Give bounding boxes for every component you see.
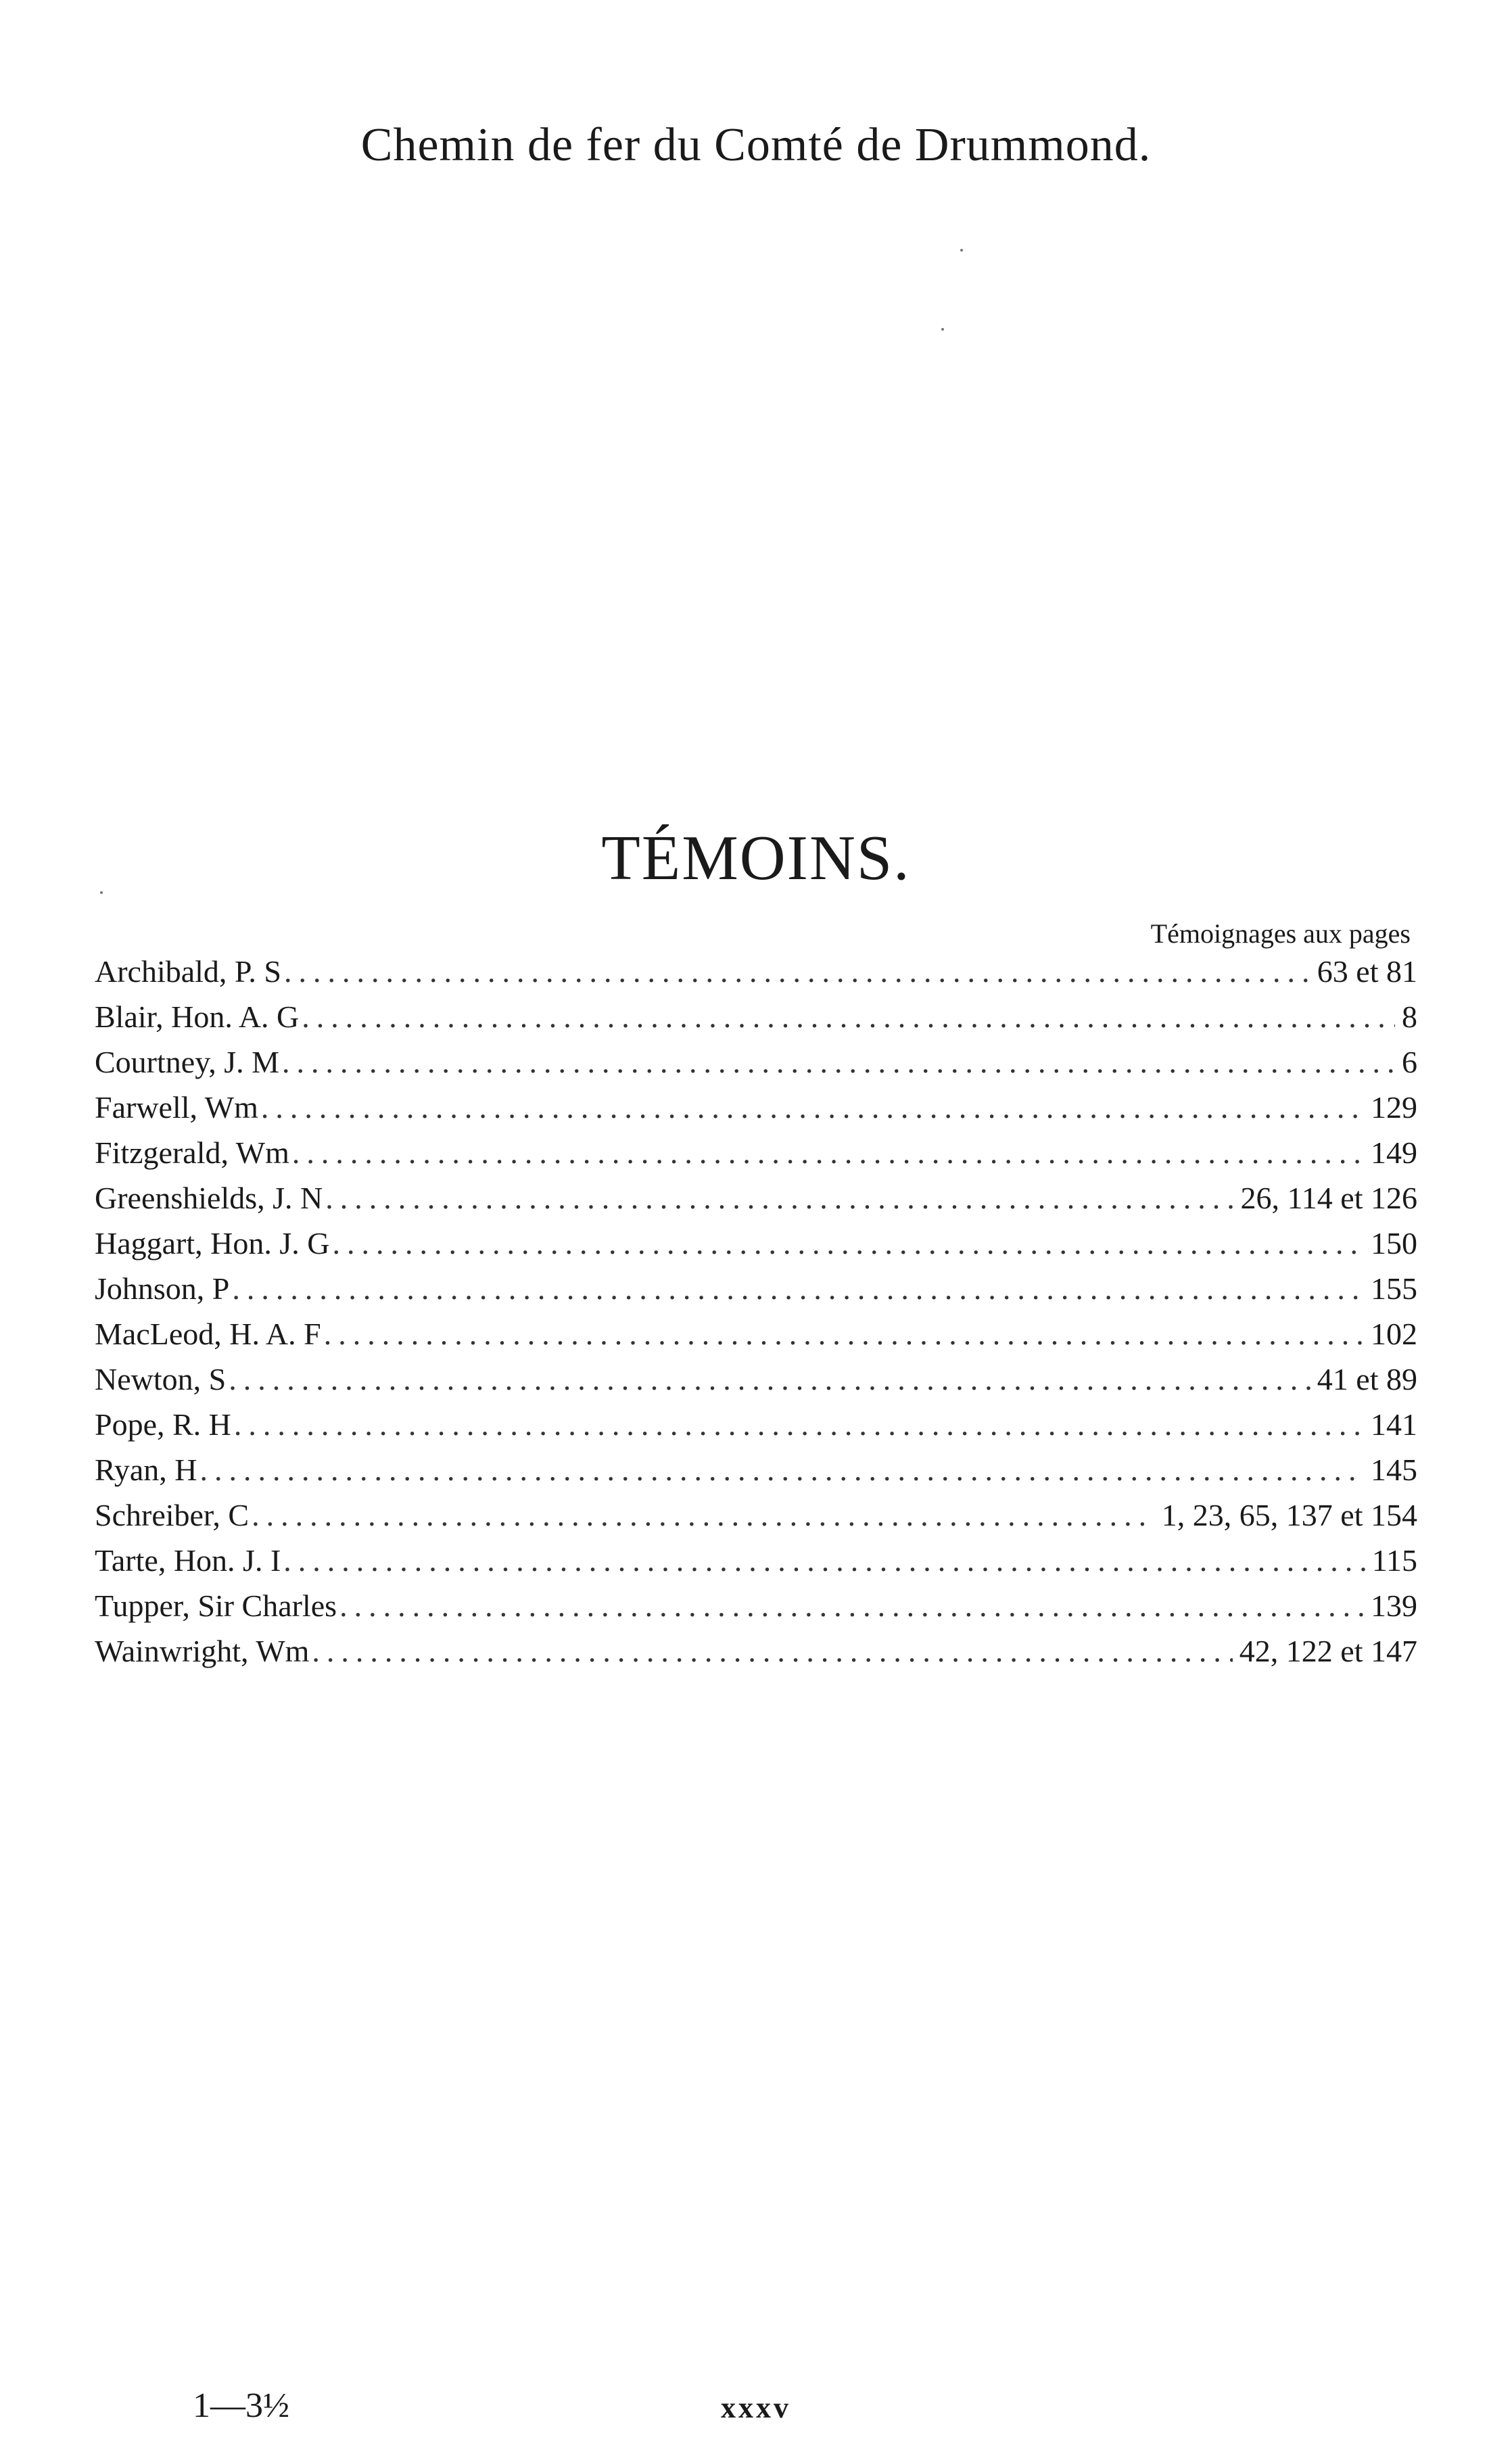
witness-list (95, 953, 1417, 1678)
witness-pages: 6 (1402, 1045, 1417, 1079)
witness-row (95, 999, 1417, 1044)
witness-name: Farwell, Wm (95, 1090, 258, 1125)
witness-name: Tarte, Hon. J. I (95, 1543, 281, 1578)
witness-name: Schreiber, C (95, 1498, 250, 1532)
witness-name: Courtney, J. M (95, 1045, 280, 1079)
witness-pages: 149 (1371, 1135, 1417, 1170)
witness-name: Greenshields, J. N (95, 1181, 323, 1215)
dot-leader (312, 1633, 1232, 1664)
scan-speck (960, 249, 963, 252)
dot-leader (292, 1135, 1364, 1166)
witness-pages: 139 (1371, 1588, 1417, 1623)
dot-leader (284, 953, 1310, 985)
witness-row (95, 1542, 1417, 1588)
page-folio: xxxv (721, 2391, 791, 2424)
witness-row (95, 1180, 1417, 1225)
witness-row (95, 1225, 1417, 1271)
dot-leader (252, 1497, 1155, 1528)
witness-name: Archibald, P. S (95, 954, 281, 989)
dot-leader (324, 1316, 1364, 1347)
witness-pages: 129 (1371, 1090, 1417, 1125)
scan-speck (941, 328, 944, 331)
dot-leader (283, 1542, 1365, 1574)
column-heading: Témoignages aux pages (1150, 918, 1411, 949)
dot-leader (325, 1180, 1233, 1211)
witness-pages: 42, 122 et 147 (1239, 1634, 1417, 1668)
dot-leader (261, 1089, 1364, 1121)
witness-row (95, 1271, 1417, 1316)
witness-pages: 26, 114 et 126 (1240, 1181, 1417, 1215)
dot-leader (302, 999, 1395, 1030)
dot-leader (229, 1361, 1310, 1392)
witness-name: Newton, S (95, 1362, 227, 1396)
page-header: Chemin de fer du Comté de Drummond. (360, 119, 1152, 171)
witness-pages: 145 (1371, 1453, 1417, 1487)
witness-pages: 141 (1371, 1407, 1417, 1442)
witness-name: Tupper, Sir Charles (95, 1588, 337, 1623)
witness-pages: 8 (1402, 999, 1417, 1034)
witness-row (95, 1452, 1417, 1497)
witness-row (95, 1361, 1417, 1407)
witness-row (95, 1497, 1417, 1542)
witness-pages: 115 (1371, 1543, 1417, 1578)
witness-name: Wainwright, Wm (95, 1634, 310, 1668)
dot-leader (232, 1271, 1364, 1302)
witness-name: Blair, Hon. A. G (95, 999, 300, 1034)
dot-leader (282, 1044, 1395, 1075)
dot-leader (333, 1225, 1365, 1256)
witness-name: MacLeod, H. A. F (95, 1317, 321, 1351)
witness-pages: 155 (1371, 1271, 1417, 1306)
dot-leader (234, 1407, 1364, 1438)
witness-row (95, 1316, 1417, 1361)
witness-row (95, 1407, 1417, 1452)
witness-pages: 102 (1371, 1317, 1417, 1351)
witness-name: Ryan, H (95, 1453, 197, 1487)
witness-row (95, 1044, 1417, 1089)
witness-row (95, 1588, 1417, 1633)
witness-pages: 63 et 81 (1317, 954, 1417, 989)
witness-row (95, 1135, 1417, 1180)
printer-signature: 1—3½ (193, 2386, 289, 2425)
witness-row (95, 1633, 1417, 1678)
witness-row (95, 1089, 1417, 1135)
witness-name: Haggart, Hon. J. G (95, 1226, 330, 1260)
witness-pages: 1, 23, 65, 137 et 154 (1161, 1498, 1417, 1532)
witness-pages: 41 et 89 (1317, 1362, 1417, 1396)
section-title: TÉMOINS. (601, 823, 911, 893)
witness-row (95, 953, 1417, 999)
witness-name: Johnson, P (95, 1271, 230, 1306)
witness-name: Fitzgerald, Wm (95, 1135, 289, 1170)
dot-leader (339, 1588, 1364, 1619)
dot-leader (199, 1452, 1364, 1483)
witness-name: Pope, R. H (95, 1407, 231, 1442)
witness-pages: 150 (1371, 1226, 1417, 1260)
